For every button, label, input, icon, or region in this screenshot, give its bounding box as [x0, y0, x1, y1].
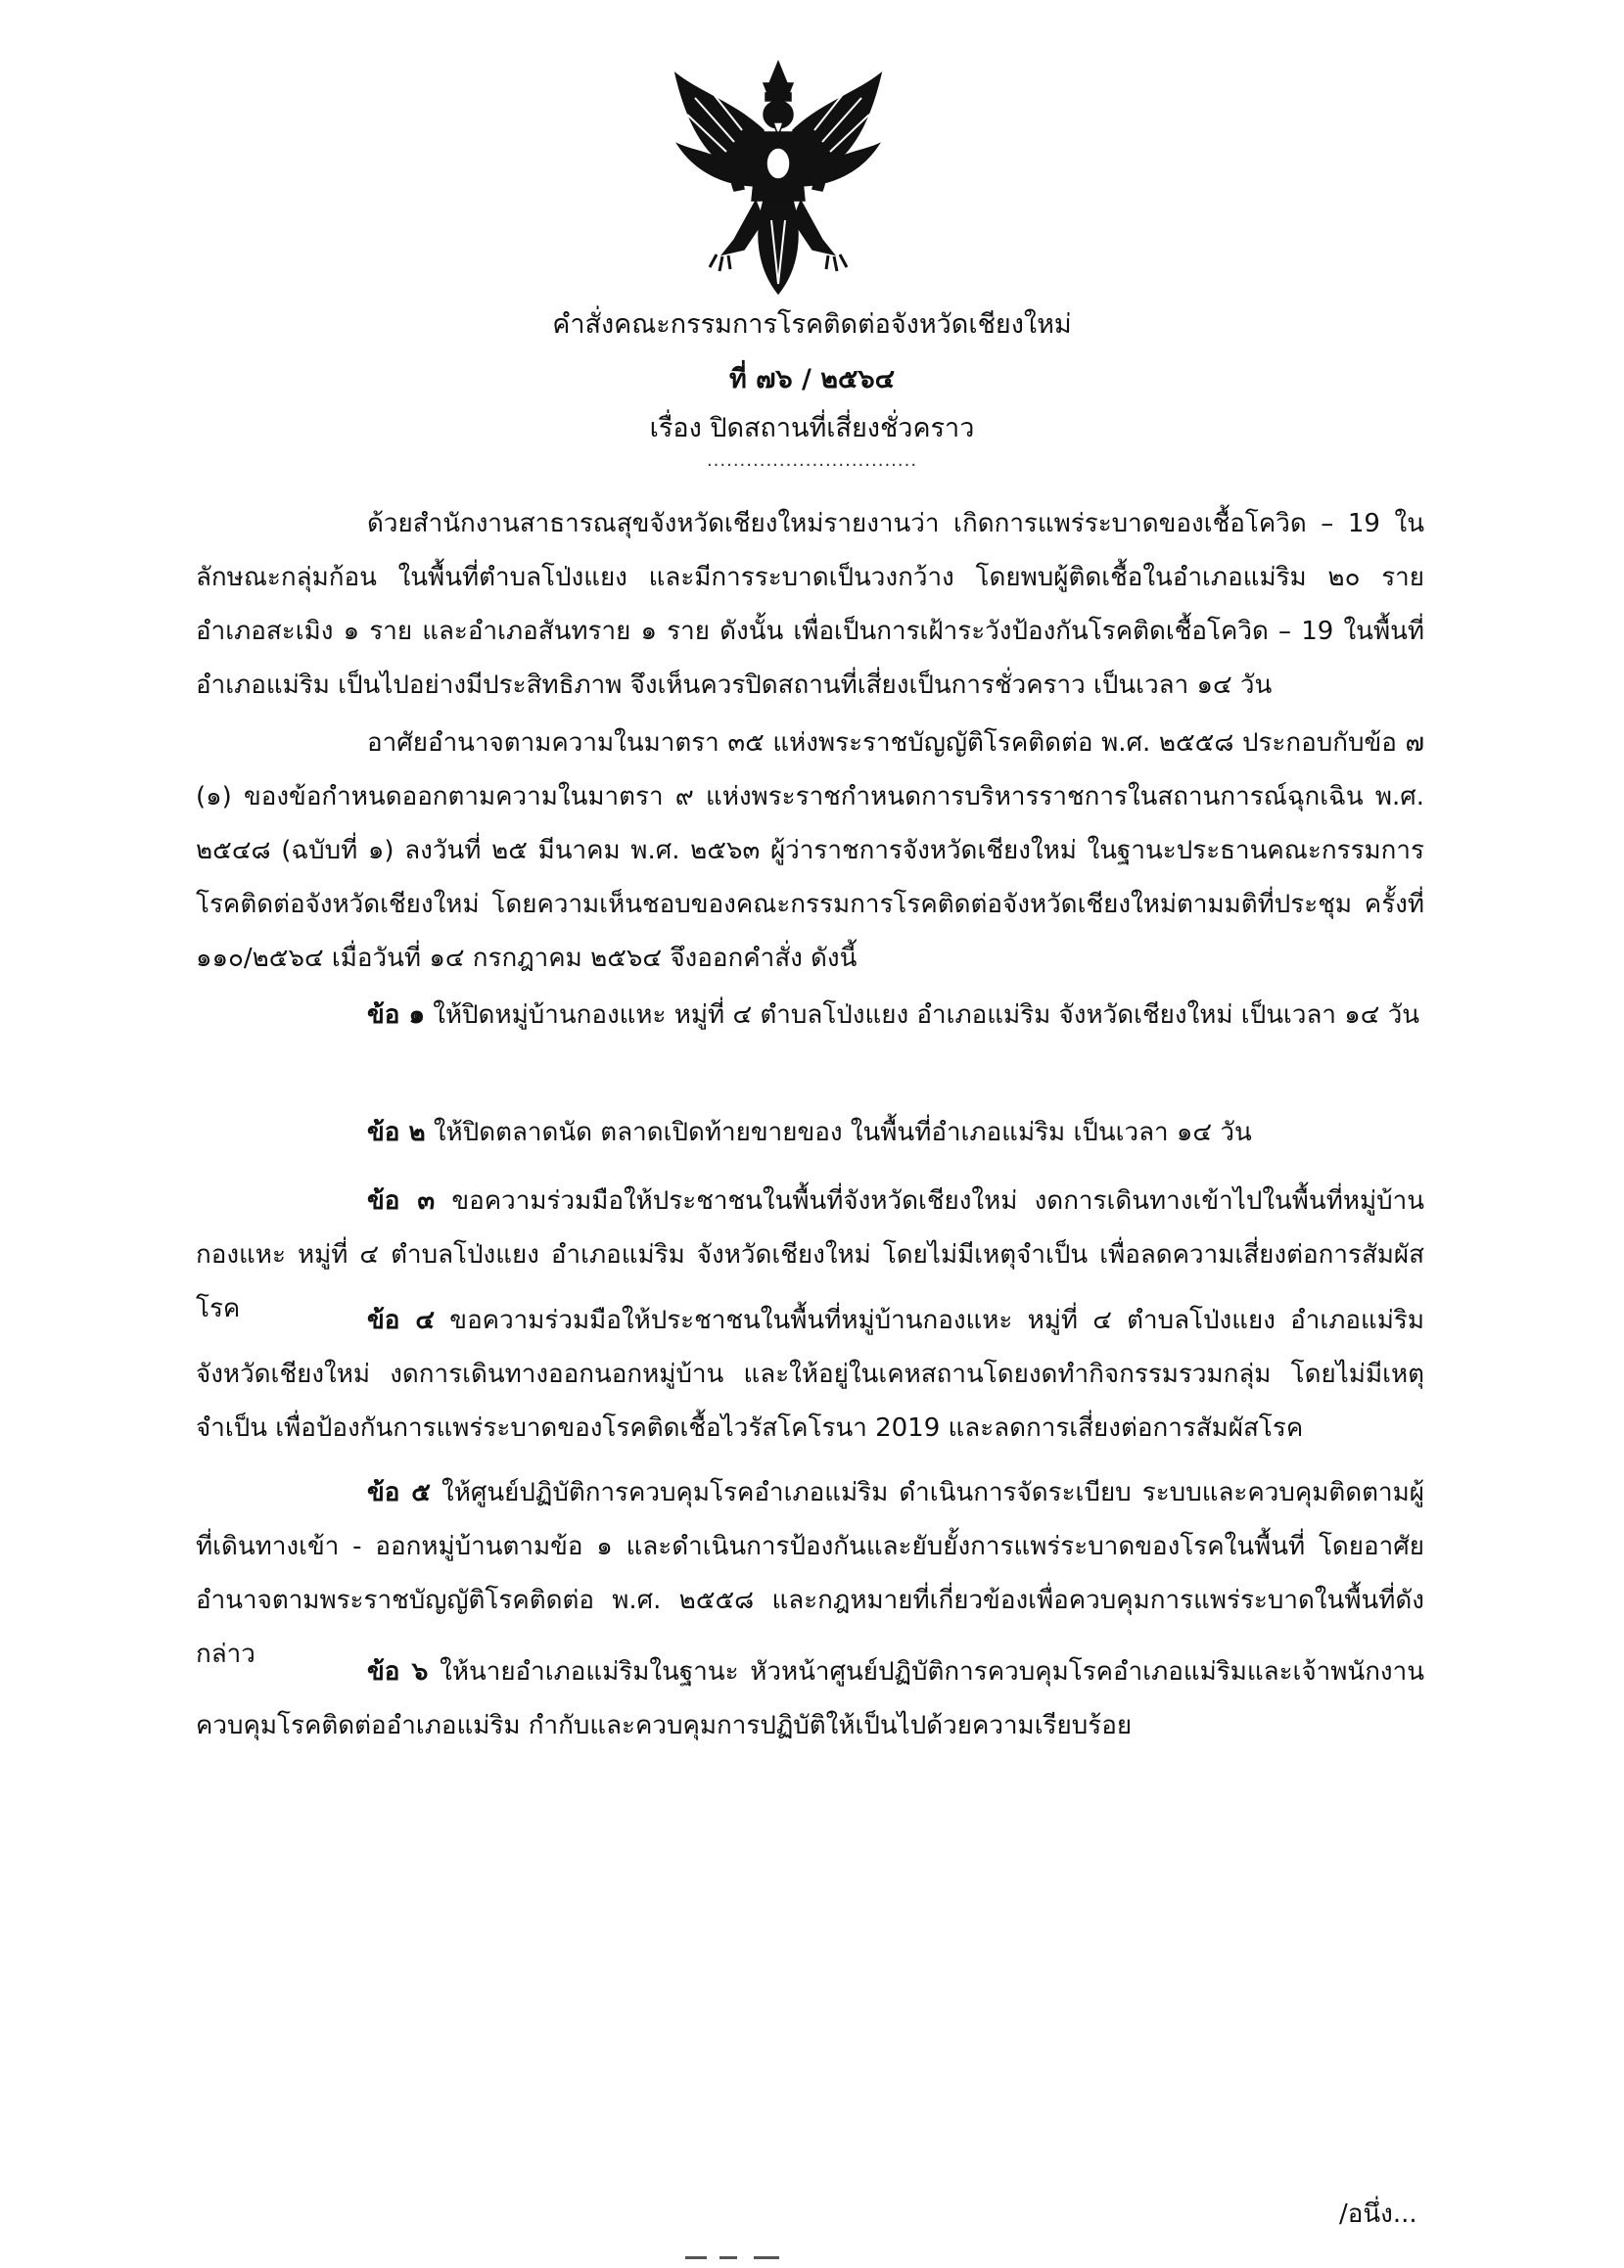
clause-4-text: ขอความร่วมมือให้ประชาชนในพื้นที่หมู่บ้านกองแหะ หมู่ที่ ๔ ตำบลโป่งแยง อำเภอแม่ริม จังหวัดเชียงใหม่ งดการเดินทางออกนอกหมู่บ้าน และให้อยู่ในเคหสถานโดยงดทำกิจกรรมรวมกลุ่ม โดยไม่มีเหตุจำเป็น เพื่อป้องกันการแพร่ระบาดของโรคติดเชื้อไวรัสโคโรนา 2019 และลดการเสี่ยงต่อการสัมผัสโรค: [196, 1306, 1424, 1443]
clause-5-text: ให้ศูนย์ปฏิบัติการควบคุมโรคอำเภอแม่ริม ดำเนินการจัดระเบียบ ระบบและควบคุมติดตามผู้ที่เดินทางเข้า - ออกหมู่บ้านตามข้อ ๑ และดำเนินการป้องกันและยับยั้งการแพร่ระบาดของโรคในพื้นที่ โดยอาศัยอำนาจตามพระราชบัญญัติโรคติดต่อ พ.ศ. ๒๕๕๘ และกฎหมายที่เกี่ยวข้องเพื่อควบคุมการแพร่ระบาดในพื้นที่ดังกล่าว: [196, 1478, 1425, 1669]
continuation-marker: /อนึ่ง...: [1339, 2199, 1417, 2229]
document-subject: เรื่อง ปิดสถานที่เสี่ยงชั่วคราว: [649, 413, 975, 443]
clause-6-label: ข้อ ๖: [367, 1657, 429, 1687]
clause-4-label: ข้อ ๔: [367, 1306, 436, 1335]
clause-6-text: ให้นายอำเภอแม่ริมในฐานะ หัวหน้าศูนย์ปฏิบัติการควบคุมโรคอำเภอแม่ริมและเจ้าพนักงานควบคุมโรคติดต่ออำเภอแม่ริม กำกับและควบคุมการปฏิบัติให้เป็นไปด้วยความเรียบร้อย: [196, 1657, 1425, 1740]
clause-5-label: ข้อ ๕: [367, 1478, 431, 1507]
clause-1-label: ข้อ ๑: [367, 1000, 425, 1030]
clause-2: [196, 1106, 1424, 1160]
scan-artifact: [719, 2256, 737, 2259]
scan-artifact: [685, 2256, 707, 2259]
clause-4: [196, 1294, 1424, 1456]
separator-line: ................................: [706, 450, 918, 471]
paragraph-background: ด้วยสำนักงานสาธารณสุขจังหวัดเชียงใหม่รายงานว่า เกิดการแพร่ระบาดของเชื้อโควิด – 19 ในลักษณะกลุ่มก้อน ในพื้นที่ตำบลโป่งแยง และมีการระบาดเป็นวงกว้าง โดยพบผู้ติดเชื้อในอำเภอแม่ริม ๒๐ ราย อำเภอสะเมิง ๑ ราย และอำเภอสันทราย ๑ ราย ดังนั้น เพื่อเป็นการเฝ้าระวังป้องกันโรคติดเชื้อโควิด – 19 ในพื้นที่อำเภอแม่ริม เป็นไปอย่างมีประสิทธิภาพ จึงเห็นควรปิดสถานที่เสี่ยงเป็นการชั่วคราว เป็นเวลา ๑๔ วัน: [196, 509, 1424, 700]
clause-2-label: ข้อ ๒: [367, 1118, 426, 1147]
scan-artifact: [754, 2256, 779, 2259]
clause-3-text: ขอความร่วมมือให้ประชาชนในพื้นที่จังหวัดเชียงใหม่ งดการเดินทางเข้าไปในพื้นที่หมู่บ้านกองแหะ หมู่ที่ ๔ ตำบลโป่งแยง อำเภอแม่ริม จังหวัดเชียงใหม่ โดยไม่มีเหตุจำเป็น เพื่อลดความเสี่ยงต่อการสัมผัสโรค: [196, 1186, 1424, 1323]
paragraph-authority: อาศัยอำนาจตามความในมาตรา ๓๕ แห่งพระราชบัญญัติโรคติดต่อ พ.ศ. ๒๕๕๘ ประกอบกับข้อ ๗ (๑) ของข้อกำหนดออกตามความในมาตรา ๙ แห่งพระราชกำหนดการบริหารราชการในสถานการณ์ฉุกเฉิน พ.ศ. ๒๕๔๘ (ฉบับที่ ๑) ลงวันที่ ๒๕ มีนาคม พ.ศ. ๒๕๖๓ ผู้ว่าราชการจังหวัดเชียงใหม่ ในฐานะประธานคณะกรรมการโรคติดต่อจังหวัดเชียงใหม่ โดยความเห็นชอบของคณะกรรมการโรคติดต่อจังหวัดเชียงใหม่ตามมติที่ประชุม ครั้งที่ ๑๑๐/๒๕๖๔ เมื่อวันที่ ๑๔ กรกฎาคม ๒๕๖๔ จึงออกคำสั่ง ดังนี้: [196, 728, 1424, 973]
garuda-emblem-icon: [666, 54, 891, 299]
document-title: คำสั่งคณะกรรมการโรคติดต่อจังหวัดเชียงใหม่: [552, 309, 1072, 340]
clause-1-text: ให้ปิดหมู่บ้านกองแหะ หมู่ที่ ๔ ตำบลโป่งแยง อำเภอแม่ริม จังหวัดเชียงใหม่ เป็นเวลา ๑๔ วัน: [424, 1000, 1420, 1030]
clause-2-text: ให้ปิดตลาดนัด ตลาดเปิดท้ายขายของ ในพื้นที่อำเภอแม่ริม เป็นเวลา ๑๔ วัน: [425, 1118, 1252, 1147]
document-number: ที่ ๗๖ / ๒๕๖๔: [728, 364, 896, 394]
clause-6: [196, 1645, 1424, 1753]
clause-1: [196, 989, 1424, 1042]
clause-3-label: ข้อ ๓: [367, 1186, 436, 1216]
